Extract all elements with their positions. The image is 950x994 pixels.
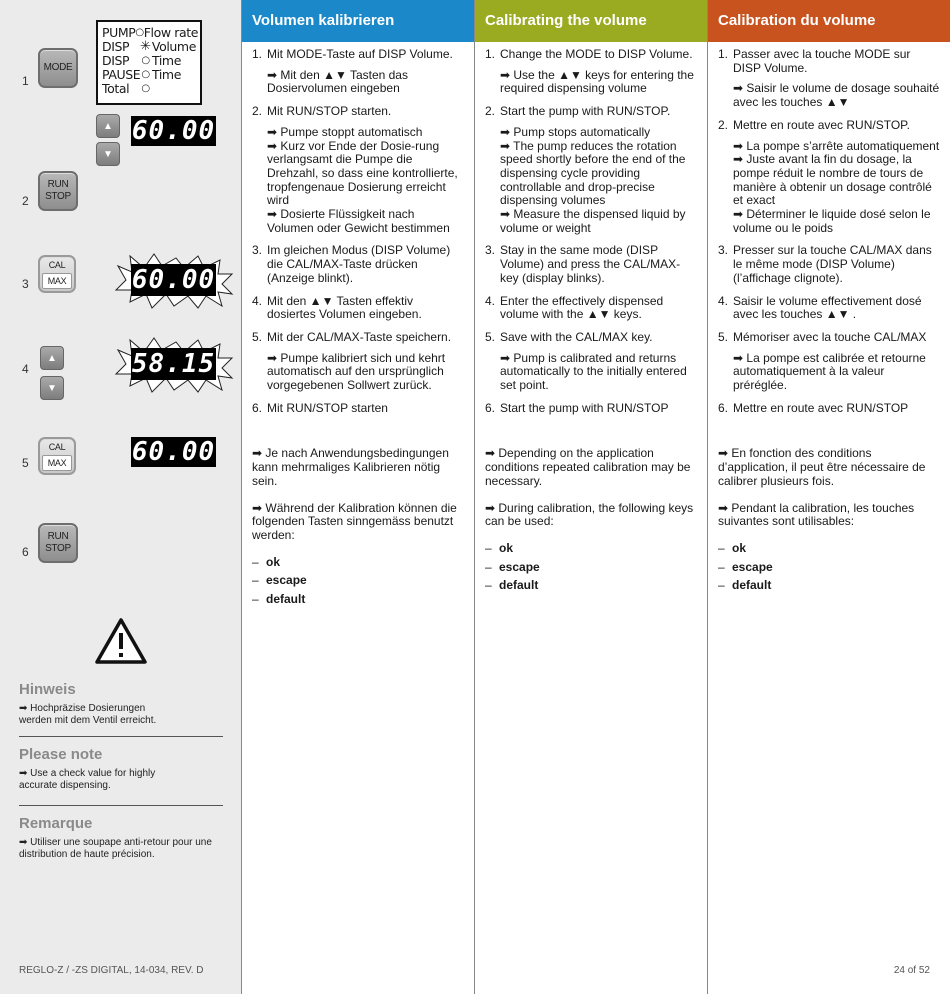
step-subtext: ➡ La pompe est calibrée et retourne automatiquement à la valeur préréglée. <box>733 350 926 393</box>
step-text: Mémoriser avec la touche CAL/MAX <box>733 329 927 344</box>
step-number: 5 <box>22 456 29 470</box>
menu-row: DISP ✳ Volume <box>102 39 196 54</box>
step-item: 4. Saisir le volume effectivement dosé avec les touches ▲▼ . <box>718 295 940 322</box>
note-title-fr: Remarque <box>19 815 93 832</box>
step-item: 3. Stay in the same mode (DISP Volume) and press the CAL/MAX-key (display blinks). <box>485 244 697 285</box>
step-item: 3. Im gleichen Modus (DISP Volume) die CAL/MAX-Taste drücken (Anzeige blinkt). <box>252 244 464 285</box>
step-text: Mettre en route avec RUN/STOP <box>733 400 909 415</box>
note-body-de: ➡ Hochpräzise Dosierungen werden mit dem Ventil erreicht. <box>19 703 157 726</box>
step-item: 1. Change the MODE to DISP Volume. <box>485 48 697 62</box>
key-label: ok <box>499 540 514 555</box>
step-text: Enter the effectively dispensed volume with the ▲▼ keys. <box>500 293 664 322</box>
step-subtext: ➡ Dosierte Flüssigkeit nach Volumen oder Gewicht bestimmen <box>267 207 450 235</box>
cal-label: CAL <box>48 442 66 452</box>
step-text: Start the pump with RUN/STOP. <box>500 104 671 119</box>
step-text: Mit der CAL/MAX-Taste speichern. <box>267 329 452 344</box>
step-subtext: ➡ The pump reduces the rotation speed shortly before the end of the dispensing cycle providing controllable and drop-precise dispensing volumes <box>500 138 686 208</box>
step-text: Mit RUN/STOP starten <box>267 400 388 415</box>
key-item: – ok <box>718 540 747 555</box>
stop-label: STOP <box>45 543 71 554</box>
step-item: 6. Mit RUN/STOP starten <box>252 402 464 416</box>
paragraph: ➡ Während der Kalibration können die folgenden Tasten sinngemäss benutzt werden: <box>252 500 457 542</box>
menu-row: DISP ○ Time <box>102 53 181 68</box>
step-text: Save with the CAL/MAX key. <box>500 329 653 344</box>
key-item: – escape <box>485 559 540 574</box>
divider <box>19 805 223 806</box>
step-text: Mit MODE-Taste auf DISP Volume. <box>267 47 453 61</box>
step-item: 5. Mémoriser avec la touche CAL/MAX <box>718 331 940 345</box>
max-label: MAX <box>42 455 72 471</box>
step-item: 2. Mit RUN/STOP starten. <box>252 105 464 119</box>
step-subtext: ➡ Mit den ▲▼ Tasten das Dosiervolumen eingeben <box>267 67 408 96</box>
step-item: 4. Enter the effectively dispensed volume with the ▲▼ keys. <box>485 295 697 322</box>
key-label: escape <box>266 573 307 588</box>
step-item: 5. Save with the CAL/MAX key. <box>485 331 697 345</box>
step-subtext: ➡ Pumpe stoppt automatisch <box>267 124 423 139</box>
menu-row: PUMP ○ Flow rate <box>102 25 199 40</box>
step-subtext: ➡ Saisir le volume de dosage souhaité avec les touches ▲▼ <box>733 81 940 110</box>
max-label: MAX <box>42 273 72 289</box>
cal-max-key[interactable] <box>38 437 76 475</box>
step-number: 4 <box>22 362 29 376</box>
key-label: default <box>266 592 306 607</box>
cal-label: CAL <box>48 260 66 270</box>
cal-max-key[interactable] <box>38 255 76 293</box>
up-arrow-key[interactable]: ▲ <box>40 346 64 370</box>
step-subtext: ➡ Juste avant la fin du dosage, la pompe réduit le nombre de tours de manière à obtenir un dosage contrôlé et exact <box>733 152 932 208</box>
step-subtext: ➡ Déterminer le liquide dosé selon le volume ou le poids <box>733 207 931 235</box>
menu-row: Total ○ <box>102 81 150 96</box>
paragraph: ➡ Je nach Anwendungsbedingungen kann mehrmaliges Kalibrieren nötig sein. <box>252 446 449 488</box>
note-title-en: Please note <box>19 746 103 763</box>
step-text: Stay in the same mode (DISP Volume) and press the CAL/MAX-key (display blinks). <box>500 243 681 285</box>
note-title-de: Hinweis <box>19 681 76 698</box>
step-text: Mettre en route avec RUN/STOP. <box>733 117 910 132</box>
paragraph: ➡ En fonction des conditions d’application, il peut être nécessaire de calibrer plusieurs fois. <box>718 446 926 488</box>
run-stop-key[interactable] <box>38 523 78 563</box>
document-id: REGLO-Z / -ZS DIGITAL, 14-034, REV. D <box>19 965 204 976</box>
step-text: Mit den ▲▼ Tasten effektiv dosiertes Volumen eingeben. <box>267 293 422 322</box>
step-item: 5. Mit der CAL/MAX-Taste speichern. <box>252 331 464 345</box>
column-fr <box>707 0 950 994</box>
step-text: Mit RUN/STOP starten. <box>267 104 392 119</box>
mode-menu-display <box>96 20 202 105</box>
step-subtext: ➡ Pump is calibrated and returns automatically to the initially entered set point. <box>500 350 687 393</box>
key-label: escape <box>499 559 540 574</box>
step-item: 1. Passer avec la touche MODE sur DISP Volume. <box>718 48 940 75</box>
key-item: – escape <box>718 559 773 574</box>
step-text: Start the pump with RUN/STOP <box>500 400 669 415</box>
paragraph: ➡ During calibration, the following keys can be used: <box>485 500 694 529</box>
key-item: – ok <box>485 540 514 555</box>
step-number: 6 <box>22 545 29 559</box>
step-subtext: ➡ Pump stops automatically <box>500 124 651 139</box>
lcd-display-blinking: 60.00 <box>131 265 216 295</box>
key-item: – default <box>252 592 306 607</box>
step-subtext: ➡ Pumpe kalibriert sich und kehrt automatisch auf den ursprünglich vorgegebenen Sollwert zurück. <box>267 350 446 393</box>
step-subtext: ➡ La pompe s’arrête automatiquement <box>733 138 940 153</box>
sidebar <box>0 0 241 994</box>
step-item: 6. Start the pump with RUN/STOP <box>485 402 697 416</box>
column-de <box>241 0 474 994</box>
lcd-display: 60.00 <box>131 437 216 467</box>
step-subtext: ➡ Use the ▲▼ keys for entering the required dispensing volume <box>500 67 694 96</box>
step-item: 2. Mettre en route avec RUN/STOP. <box>718 119 940 133</box>
key-label: default <box>732 578 772 593</box>
page-number: 24 of 52 <box>893 965 930 976</box>
down-arrow-key[interactable]: ▼ <box>96 142 120 166</box>
key-label: ok <box>732 540 747 555</box>
key-item: – ok <box>252 554 281 569</box>
key-item: – default <box>718 578 772 593</box>
key-item: – default <box>485 578 539 593</box>
step-text: Saisir le volume effectivement dosé avec les touches ▲▼ . <box>733 293 922 322</box>
step-item: 3. Presser sur la touche CAL/MAX dans le même mode (DISP Volume) (l’affichage clignote). <box>718 244 940 285</box>
step-number: 3 <box>22 277 29 291</box>
step-subtext: ➡ Measure the dispensed liquid by volume or weight <box>500 207 686 235</box>
down-arrow-key[interactable]: ▼ <box>40 376 64 400</box>
stop-label: STOP <box>45 191 71 202</box>
step-text: Im gleichen Modus (DISP Volume) die CAL/MAX-Taste drücken (Anzeige blinkt). <box>267 243 451 285</box>
run-label: RUN <box>47 179 69 190</box>
step-number: 2 <box>22 194 29 208</box>
step-subtext: ➡ Kurz vor Ende der Dosie-rung verlangsamt die Pumpe die Drehzahl, so dass eine kontrollierte, tropfengenaue Dosierung erreicht wird <box>267 138 458 208</box>
key-label: ok <box>266 554 281 569</box>
column-title: Calibrating the volume <box>475 0 707 42</box>
note-body-en: ➡ Use a check value for highly accurate dispensing. <box>19 768 156 791</box>
step-text: Presser sur la touche CAL/MAX dans le même mode (DISP Volume) (l’affichage clignote). <box>733 243 932 285</box>
step-item: 4. Mit den ▲▼ Tasten effektiv dosiertes Volumen eingeben. <box>252 295 464 322</box>
step-item: 6. Mettre en route avec RUN/STOP <box>718 402 940 416</box>
warning-icon <box>94 617 148 665</box>
step-item: 1. Mit MODE-Taste auf DISP Volume. <box>252 48 464 62</box>
up-arrow-key[interactable]: ▲ <box>96 114 120 138</box>
step-text: Change the MODE to DISP Volume. <box>500 47 693 61</box>
step-number: 1 <box>22 74 29 88</box>
key-item: – escape <box>252 573 307 588</box>
divider <box>19 736 223 737</box>
key-label: default <box>499 578 539 593</box>
lcd-display: 60.00 <box>131 116 216 146</box>
step-item: 2. Start the pump with RUN/STOP. <box>485 105 697 119</box>
mode-key[interactable]: MODE <box>38 48 78 88</box>
lcd-display-blinking: 58.15 <box>131 349 216 379</box>
key-label: escape <box>732 559 773 574</box>
menu-row: PAUSE ○ Time <box>102 67 181 82</box>
run-stop-key[interactable] <box>38 171 78 211</box>
paragraph: ➡ Pendant la calibration, les touches suivantes sont utilisables: <box>718 500 915 529</box>
run-label: RUN <box>47 531 69 542</box>
column-title: Volumen kalibrieren <box>242 0 474 42</box>
step-text: Passer avec la touche MODE sur DISP Volume. <box>733 47 911 75</box>
column-title: Calibration du volume <box>708 0 950 42</box>
column-en <box>474 0 707 994</box>
note-body-fr: ➡ Utiliser une soupape anti-retour pour une distribution de haute précision. <box>19 837 212 860</box>
paragraph: ➡ Depending on the application conditions repeated calibration may be necessary. <box>485 446 691 488</box>
